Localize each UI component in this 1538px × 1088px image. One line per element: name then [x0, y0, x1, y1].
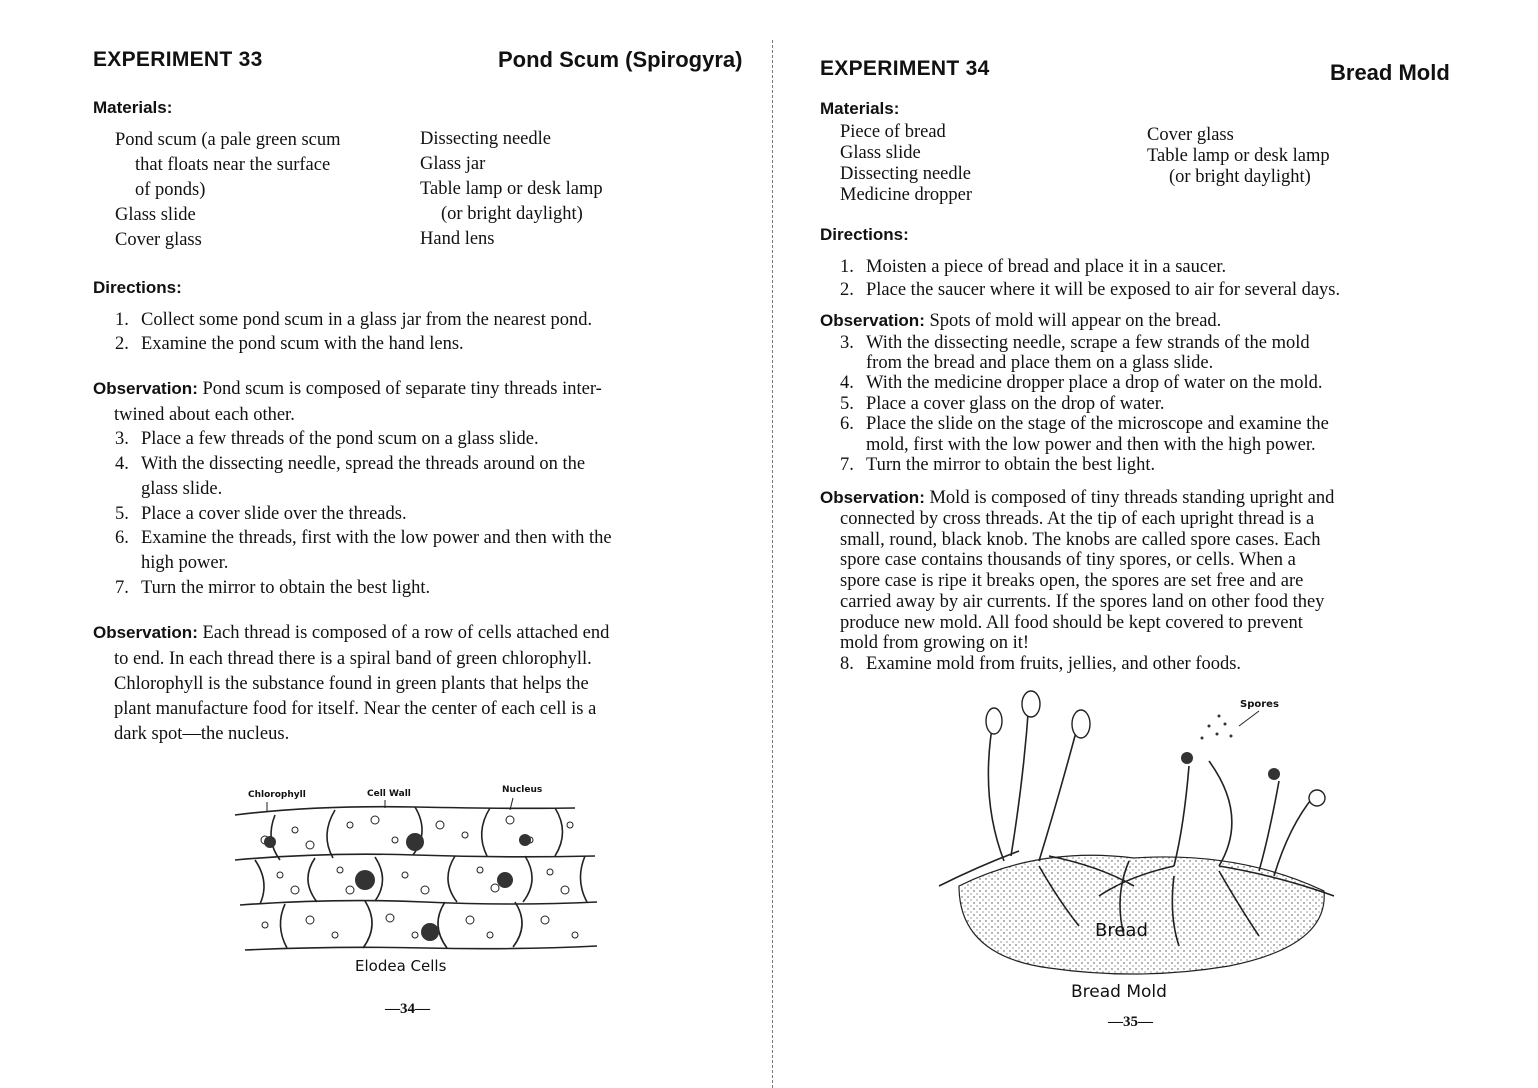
- step-text: With the dissecting needle, spread the threads around on the: [141, 454, 586, 474]
- step-text: Moisten a piece of bread and place it in a saucer.: [866, 257, 1227, 277]
- step-text: Place the saucer where it will be exposed to air for several days.: [866, 280, 1341, 300]
- materials-label: Materials:: [820, 99, 900, 118]
- direction-step: [115, 528, 612, 549]
- direction-step: [840, 654, 1241, 675]
- direction-step: [115, 553, 228, 574]
- observation-1: [820, 311, 1221, 332]
- direction-step: [840, 455, 1155, 476]
- observation-text: connected by cross threads. At the tip of each upright thread is a: [840, 509, 1315, 529]
- material-item: Cover glass: [115, 230, 202, 250]
- right-page: [774, 0, 1538, 1088]
- figure-label-nucleus: Nucleus: [502, 785, 543, 795]
- step-number: 8.: [840, 654, 854, 674]
- direction-step: [115, 334, 464, 355]
- material-item: Table lamp or desk lamp: [420, 179, 603, 199]
- direction-step: [840, 394, 1164, 415]
- step-text: Collect some pond scum in a glass jar from the nearest pond.: [141, 310, 593, 330]
- observation-text: Mold is composed of tiny threads standing upright and: [929, 488, 1335, 508]
- material-item: Cover glass: [1147, 125, 1234, 145]
- material-item: Glass jar: [420, 154, 486, 174]
- observation-text: to end. In each thread there is a spiral band of green chlorophyll.: [114, 649, 592, 669]
- step-text: Examine the pond scum with the hand lens.: [141, 334, 464, 354]
- material-item: of ponds): [135, 180, 206, 200]
- step-text: Turn the mirror to obtain the best light.: [866, 455, 1156, 475]
- material-item: Pond scum (a pale green scum: [115, 130, 341, 150]
- figure-caption: Bread Mold: [1071, 982, 1167, 1002]
- direction-step: [115, 578, 430, 599]
- observation-text: Pond scum is composed of separate tiny threads inter-: [202, 379, 602, 399]
- bread-mold-illustration: [919, 686, 1349, 986]
- observation-text: twined about each other.: [114, 405, 295, 425]
- step-text: from the bread and place them on a glass slide.: [866, 353, 1214, 373]
- step-number: 7.: [840, 455, 854, 475]
- step-text: Place a few threads of the pond scum on a glass slide.: [141, 429, 539, 449]
- experiment-title: Pond Scum (Spirogyra): [498, 47, 743, 72]
- step-number: 1.: [840, 257, 854, 277]
- step-number: 5.: [840, 394, 854, 414]
- experiment-number: EXPERIMENT 33: [93, 48, 263, 71]
- step-text: Place a cover glass on the drop of water.: [866, 394, 1165, 414]
- material-item: Dissecting needle: [420, 129, 551, 149]
- direction-step: [840, 280, 1340, 301]
- step-number: 6.: [115, 528, 129, 548]
- material-item: Glass slide: [840, 143, 921, 163]
- observation-text: Each thread is composed of a row of cells attached end: [202, 623, 610, 643]
- direction-step: [840, 373, 1322, 394]
- experiment-number: EXPERIMENT 34: [820, 57, 990, 80]
- step-text: With the medicine dropper place a drop of water on the mold.: [866, 373, 1323, 393]
- directions-label: Directions:: [93, 278, 182, 297]
- experiment-title: Bread Mold: [1330, 60, 1450, 85]
- observation-text: small, round, black knob. The knobs are called spore cases. Each: [840, 530, 1321, 550]
- step-text: Examine mold from fruits, jellies, and other foods.: [866, 654, 1242, 674]
- page-number: —35—: [1108, 1014, 1153, 1030]
- step-number: 6.: [840, 414, 854, 434]
- observation-label: Observation:: [93, 623, 198, 642]
- material-item: (or bright daylight): [441, 204, 583, 224]
- step-text: mold, first with the low power and then with the high power.: [866, 435, 1316, 455]
- material-item: Hand lens: [420, 229, 495, 249]
- material-item: that floats near the surface: [135, 155, 331, 175]
- step-text: Turn the mirror to obtain the best light.: [141, 578, 431, 598]
- direction-step: [115, 504, 407, 525]
- material-item: Piece of bread: [840, 122, 946, 142]
- observation-text: carried away by air currents. If the spores land on other food they: [840, 592, 1325, 612]
- direction-step: [840, 333, 1310, 354]
- step-number: 3.: [115, 429, 129, 449]
- observation-label: Observation:: [820, 488, 925, 507]
- direction-step: [840, 257, 1226, 278]
- material-item: Glass slide: [115, 205, 196, 225]
- figure-label-spores: Spores: [1240, 699, 1279, 710]
- observation-text: Chlorophyll is the substance found in green plants that helps the: [114, 674, 589, 694]
- step-text: high power.: [141, 553, 229, 573]
- direction-step: [840, 435, 1316, 456]
- figure-label-bread: Bread: [1095, 920, 1148, 941]
- direction-step: [115, 454, 585, 475]
- observation-text: spore case is ripe it breaks open, the spores are set free and are: [840, 571, 1304, 591]
- materials-label: Materials:: [93, 98, 173, 117]
- observation-2: [93, 623, 609, 644]
- figure-label-cell-wall: Cell Wall: [367, 789, 411, 799]
- direction-step: [115, 310, 592, 331]
- observation-2: [820, 488, 1334, 509]
- material-item: (or bright daylight): [1169, 167, 1311, 187]
- elodea-cells-illustration: [225, 780, 605, 960]
- observation-text: dark spot—the nucleus.: [114, 724, 290, 744]
- observation-label: Observation:: [93, 379, 198, 398]
- step-number: 4.: [115, 454, 129, 474]
- observation-label: Observation:: [820, 311, 925, 330]
- material-item: Table lamp or desk lamp: [1147, 146, 1330, 166]
- observation-1: [93, 379, 602, 400]
- observation-text: plant manufacture food for itself. Near the center of each cell is a: [114, 699, 597, 719]
- material-item: Dissecting needle: [840, 164, 971, 184]
- step-number: 1.: [115, 310, 129, 330]
- observation-text: produce new mold. All food should be kept covered to prevent: [840, 613, 1303, 633]
- step-number: 3.: [840, 333, 854, 353]
- step-text: With the dissecting needle, scrape a few strands of the mold: [866, 333, 1310, 353]
- direction-step: [115, 479, 222, 500]
- page-number: —34—: [385, 1001, 430, 1017]
- direction-step: [840, 414, 1329, 435]
- step-number: 2.: [115, 334, 129, 354]
- step-text: Place a cover slide over the threads.: [141, 504, 407, 524]
- step-number: 4.: [840, 373, 854, 393]
- step-number: 5.: [115, 504, 129, 524]
- step-number: 2.: [840, 280, 854, 300]
- figure-label-chlorophyll: Chlorophyll: [248, 790, 306, 800]
- page-gutter: [772, 40, 773, 1088]
- directions-label: Directions:: [820, 225, 909, 244]
- material-item: Medicine dropper: [840, 185, 973, 205]
- observation-text: Spots of mold will appear on the bread.: [929, 311, 1222, 331]
- step-number: 7.: [115, 578, 129, 598]
- direction-step: [115, 429, 539, 450]
- figure-caption: Elodea Cells: [355, 957, 447, 975]
- direction-step: [840, 353, 1213, 374]
- observation-text: mold from growing on it!: [840, 633, 1030, 653]
- observation-text: spore case contains thousands of tiny spores, or cells. When a: [840, 550, 1296, 570]
- step-text: Place the slide on the stage of the microscope and examine the: [866, 414, 1329, 434]
- step-text: glass slide.: [141, 479, 223, 499]
- step-text: Examine the threads, first with the low power and then with the: [141, 528, 612, 548]
